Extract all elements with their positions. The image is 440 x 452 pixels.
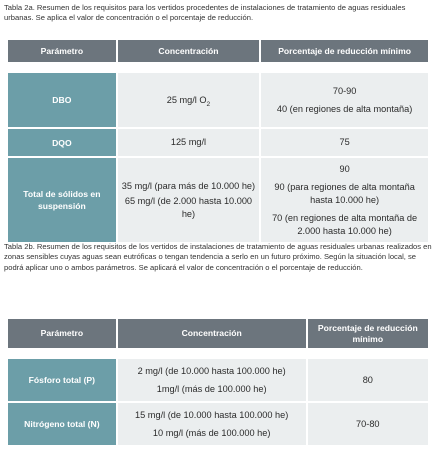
concentration-subscript: 2 (206, 100, 211, 108)
table-row (7, 402, 429, 446)
table-row (7, 72, 429, 128)
parameter-cell: DQO (7, 128, 117, 157)
header-parameter: Parámetro (7, 39, 117, 63)
reduction-cell (260, 72, 429, 128)
reduction-cell: 75 (260, 128, 429, 157)
header-concentration: Concentración (117, 318, 307, 349)
concentration-cell (117, 358, 307, 402)
concentration-cell (117, 402, 307, 446)
reduction-value: 70 (en regiones de alta montaña de 2.000 hasta 10.000 he) (272, 213, 418, 236)
table-row (7, 128, 429, 157)
concentration-value: 35 mg/l (para más de 10.000 he) (121, 180, 256, 191)
concentration-cell (117, 157, 260, 243)
requirements-table-b (6, 317, 430, 447)
concentration-value: 1mg/l (más de 100.000 he) (156, 383, 267, 394)
concentration-value: 15 mg/l (de 10.000 hasta 100.000 he) (135, 410, 289, 420)
reduction-value: 90 (para regiones de alta montaña hasta 10.000 he) (274, 182, 415, 205)
reduction-cell: 70-80 (307, 402, 429, 446)
concentration-value: 25 mg/l O (166, 94, 207, 105)
parameter-cell: DBO (7, 72, 117, 128)
concentration-value: 10 mg/l (más de 100.000 he) (152, 427, 271, 438)
concentration-value: 2 mg/l (de 10.000 hasta 100.000 he) (137, 366, 286, 376)
table-b-caption: Tabla 2b. Resumen de los requisitos de los vertidos de instalaciones de tratamiento de aguas residuales urbanas realizados en zonas sensibles cuyas aguas sean eutróficas o tengan tendencia a serlo en un futuro próximo. Según la situación local, se podrá aplicar uno o ambos parámetros. Se aplicará el valor de concentración o el porcentaje de reducción. (4, 242, 432, 272)
reduction-value: 90 (339, 163, 350, 174)
concentration-cell: 125 mg/l (117, 128, 260, 157)
table-row (7, 358, 429, 402)
reduction-cell: 80 (307, 358, 429, 402)
reduction-value: 70-90 (332, 85, 357, 96)
requirements-table-a (6, 38, 430, 244)
parameter-cell: Fósforo total (P) (7, 358, 117, 402)
header-parameter: Parámetro (7, 318, 117, 349)
table-a-caption: Tabla 2a. Resumen de los requisitos para los vertidos procedentes de instalaciones de tratamiento de aguas residuales urbanas. Se aplica el valor de concentración o el porcentaje de reducción. (4, 3, 406, 23)
header-reduction: Porcentaje de reducción mínimo (260, 39, 429, 63)
header-concentration: Concentración (117, 39, 260, 63)
concentration-cell (117, 72, 260, 128)
reduction-value: 40 (en regiones de alta montaña) (276, 104, 413, 114)
header-reduction: Porcentaje de reducción mínimo (307, 318, 429, 349)
parameter-cell: Nitrógeno total (N) (7, 402, 117, 446)
table-row (7, 157, 429, 243)
reduction-cell (260, 157, 429, 243)
concentration-value: 65 mg/l (de 2.000 hasta 10.000 he) (124, 196, 253, 219)
parameter-cell: Total de sólidos en suspensión (7, 157, 117, 243)
